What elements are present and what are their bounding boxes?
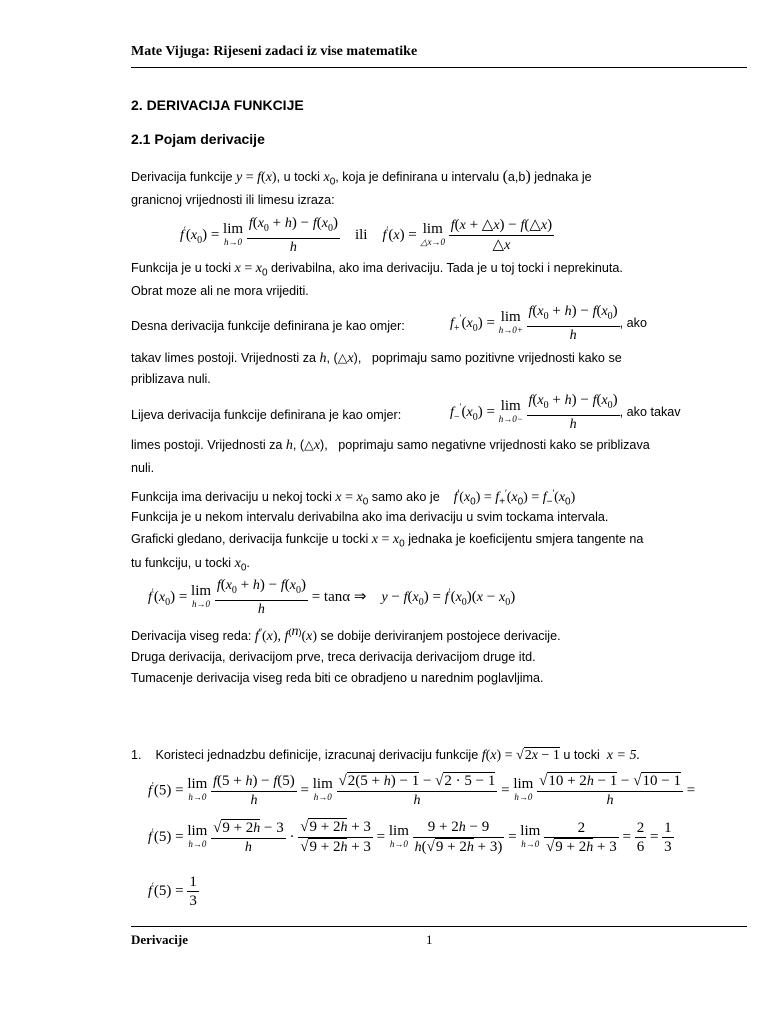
chapter-title: 2. DERIVACIJA FUNKCIJE — [131, 97, 304, 113]
paragraph: Funkcija je u tocki $x = x_0$ derivabilna, ako ima derivaciju. Tada je u toj tocki i neprekinuta. — [131, 261, 623, 279]
left-derivative-formula: $f_-'(x_0)$ = lim h→0− $\frac{f(x_0 + h) - f(x_0)}{h}$ , ako takav — [450, 392, 681, 432]
paragraph: tu funkciju, u tocki $x_0$. — [131, 556, 250, 574]
paragraph: granicnoj vrijednosti ili limesu izraza: — [131, 193, 335, 207]
definition-formula: $f'(x_0)$ = lim h→0 $\frac{f(x_0 + h) - f(x_0)}{h}$ ili f′(x) = lim △x→0 $\frac{f(x + \triangle x) - f(\triangle x)}{\triangle x}$ — [180, 215, 553, 255]
paragraph: limes postoji. Vrijednosti za h, (△x), poprimaju samo negativne vrijednosti kako se priblizava — [131, 438, 650, 453]
solution-step-2: f′(5) = lim h→0 $\frac{√9 + 2h - 3}{h}$ · $\frac{√9 + 2h + 3}{√9 + 2h + 3}$ = lim h→0 $\frac{9 + 2h - 9}{h(√9 + 2h + 3)}$ = lim h→0 $\frac{2}{√9 + 2h + 3}$ = $\frac{2}{6}$ = $\frac{1}{3}$ — [148, 819, 672, 855]
solution-result: f′(5) = $\frac{1}{3}$ — [148, 874, 197, 909]
header-rule — [131, 67, 747, 68]
footer-rule — [131, 926, 747, 927]
exercise-statement: 1. Koristeci jednadzbu definicije, izracunaj derivaciju funkcije f(x) = √2x − 1 u tocki x = 5. — [131, 748, 640, 763]
paragraph: Funkcija ima derivaciju u nekoj tocki $x = x_0$ samo ako je $f'(x_0) = f_+'(x_0) = f_-'(x_0)$ — [131, 488, 576, 508]
paragraph: Obrat moze ali ne mora vrijediti. — [131, 284, 309, 298]
paragraph: Derivacija funkcije y = f(x), u tocki $x_0$, koja je definirana u intervalu (a,b) jednaka je — [131, 168, 592, 188]
paragraph: Funkcija je u nekom intervalu derivabilna ako ima derivaciju u svim tockama intervala. — [131, 510, 609, 524]
right-derivative-formula: $f_+'(x_0)$ = lim h→0+ $\frac{f(x_0 + h) - f(x_0)}{h}$ , ako — [450, 303, 647, 343]
paragraph: Graficki gledano, derivacija funkcije u tocki $x = x_0$ jednaka je koeficijentu smjera tangente na — [131, 532, 644, 550]
paragraph: Tumacenje derivacija viseg reda biti ce obradjeno u narednim poglavljima. — [131, 671, 544, 685]
paragraph: Derivacija viseg reda: f″(x), $f^{(n)}(x)$ se dobije deriviranjem postojece derivacije. — [131, 624, 561, 645]
solution-step-1: f′(5) = lim h→0 $\frac{f(5 + h) - f(5)}{h}$ = lim h→0 $\frac{√2(5 + h) - 1 - √2 \cdot 5 - 1}{h}$ = lim h→0 $\frac{√10 + 2h - 1 - √10 - 1}{h}$ = — [148, 773, 696, 808]
running-header: Mate Vijuga: Rijeseni zadaci iz vise matematike — [131, 44, 418, 59]
tangent-formula: $f'(x_0)$ = lim h→0 $\frac{f(x_0 + h) - f(x_0)}{h}$ = tanα ⇒ $y - f(x_0) = f'(x_0)(x - x_0)$ — [148, 577, 516, 617]
paragraph: Lijeva derivacija funkcije definirana je kao omjer: — [131, 408, 402, 422]
paragraph: Desna derivacija funkcije definirana je kao omjer: — [131, 319, 405, 333]
paragraph: Druga derivacija, derivacijom prve, treca derivacija derivacijom druge itd. — [131, 650, 536, 664]
paragraph: priblizava nuli. — [131, 372, 211, 386]
page-number: 1 — [426, 932, 433, 947]
footer-section-name: Derivacije — [131, 932, 189, 947]
paragraph: takav limes postoji. Vrijednosti za h, (△x), poprimaju samo pozitivne vrijednosti kako se — [131, 351, 622, 366]
paragraph: nuli. — [131, 461, 155, 475]
section-title: 2.1 Pojam derivacije — [131, 131, 265, 147]
